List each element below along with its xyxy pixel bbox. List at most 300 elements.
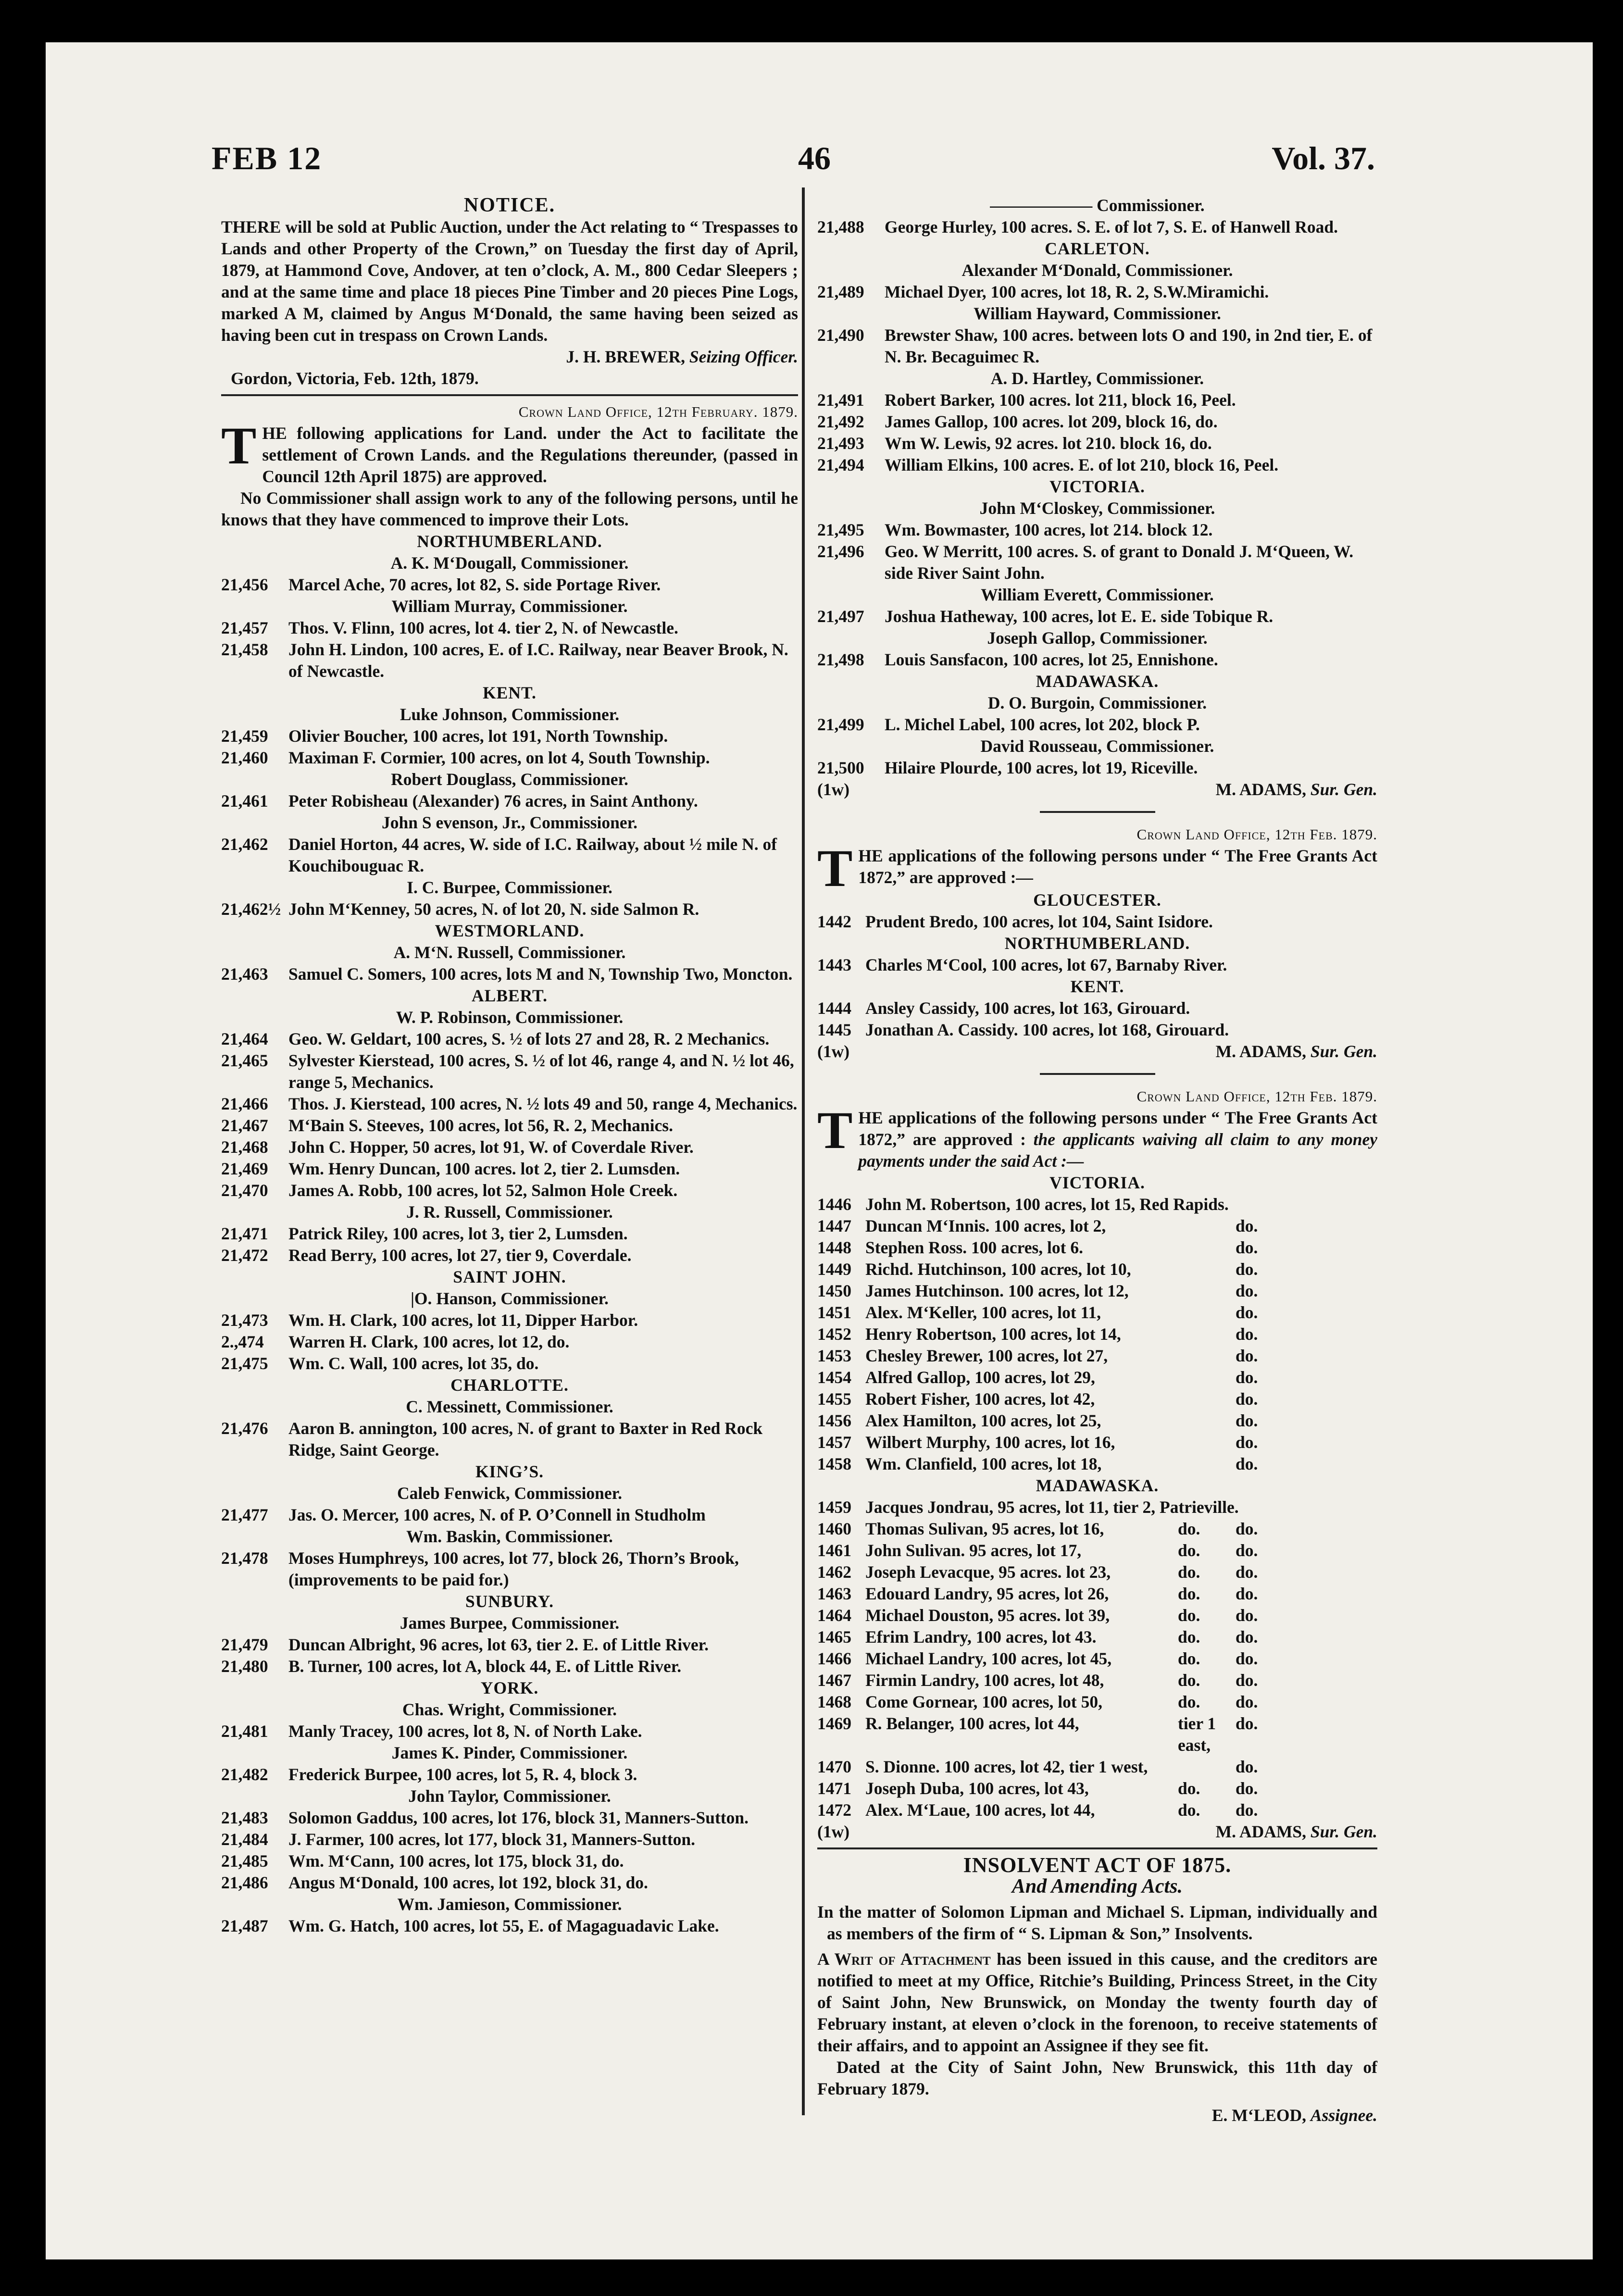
entry-location: do.	[1178, 1649, 1200, 1668]
surveyor-signature	[817, 779, 1377, 800]
entry-text: Duncan Albright, 96 acres, lot 63, tier 2. E. of Little River.	[288, 1635, 709, 1654]
commissioner-line: Joseph Gallop, Commissioner.	[987, 628, 1208, 648]
free-grants-dateline-2: Crown Land Office, 12th Feb. 1879.	[1136, 1088, 1377, 1105]
list-item	[221, 725, 798, 747]
entry-number: 1467	[817, 1671, 851, 1690]
list-item	[221, 1158, 798, 1180]
entry-number: 1461	[817, 1541, 851, 1560]
entry-ditto: do.	[1236, 1281, 1258, 1300]
table-row	[817, 1583, 1377, 1605]
entry-number: 1446	[817, 1195, 851, 1214]
entry-text: Edouard Landry, 95 acres, lot 26,	[865, 1584, 1109, 1603]
entry-number: 1455	[817, 1389, 851, 1409]
entry-location	[1178, 1215, 1236, 1237]
list-item	[221, 1310, 798, 1331]
entry-text: Jonathan A. Cassidy. 100 acres, lot 168, Girouard.	[865, 1020, 1229, 1039]
list-item	[221, 1634, 798, 1656]
entry-text: Jas. O. Mercer, 100 acres, N. of P. O’Connell in Studholm	[288, 1505, 706, 1524]
entry-text: S. Dionne. 100 acres, lot 42, tier 1 west,	[865, 1757, 1148, 1776]
list-item	[221, 1331, 798, 1353]
county-heading: NORTHUMBERLAND.	[1004, 934, 1190, 953]
commissioner-line: James K. Pinder, Commissioner.	[391, 1743, 628, 1762]
entry-number: 21,481	[221, 1722, 268, 1741]
entry-number: 21,489	[817, 282, 864, 301]
entry-text: B. Turner, 100 acres, lot A, block 44, E. of Little River.	[288, 1657, 682, 1676]
entry-number: 1472	[817, 1800, 851, 1820]
entry-location: do.	[1178, 1671, 1200, 1690]
entry-number: 21,468	[221, 1137, 268, 1157]
entry-text: L. Michel Label, 100 acres, lot 202, block P.	[885, 715, 1200, 734]
entry-text: James Gallop, 100 acres. lot 209, block 16, do.	[885, 412, 1218, 431]
entry-text: Wm. H. Clark, 100 acres, lot 11, Dipper Harbor.	[288, 1310, 638, 1330]
entry-location	[1178, 1410, 1236, 1432]
entry-number: 1463	[817, 1584, 851, 1603]
entry-location	[1178, 1432, 1236, 1453]
entry-text: Jacques Jondrau, 95 acres, lot 11, tier 2, Patrieville.	[865, 1497, 1239, 1517]
short-rule	[1040, 811, 1155, 813]
entry-number: 1462	[817, 1562, 851, 1582]
table-row	[817, 1280, 1377, 1302]
list-item	[221, 617, 798, 639]
entry-number: 21,483	[221, 1808, 268, 1827]
free-grants-intro-text-2	[817, 1101, 1377, 1172]
entry-text: Alex. M‘Keller, 100 acres, lot 11,	[865, 1303, 1101, 1322]
entry-text: Stephen Ross. 100 acres, lot 6.	[865, 1238, 1083, 1257]
volume-number: Vol. 37.	[1272, 140, 1375, 176]
entry-text: Michael Dyer, 100 acres, lot 18, R. 2, S.W.Miramichi.	[885, 282, 1269, 301]
entry-number: 1454	[817, 1368, 851, 1387]
entry-location	[1178, 1388, 1236, 1410]
entry-text: J. Farmer, 100 acres, lot 177, block 31, Manners-Sutton.	[288, 1830, 696, 1849]
commissioner-line: D. O. Burgoin, Commissioner.	[987, 693, 1207, 712]
entry-ditto: do.	[1236, 1800, 1258, 1820]
county-heading: VICTORIA.	[1049, 477, 1145, 496]
entry-number: 1444	[817, 998, 851, 1018]
free-grants-dateline-1: Crown Land Office, 12th Feb. 1879.	[1136, 826, 1377, 843]
entry-text: Wm W. Lewis, 92 acres. lot 210. block 16, do.	[885, 434, 1212, 453]
sig-code: (1w)	[817, 1042, 850, 1061]
entry-ditto: do.	[1236, 1519, 1258, 1538]
entry-location: do.	[1178, 1779, 1200, 1798]
list-item	[221, 834, 798, 877]
list-item	[221, 1547, 798, 1591]
entry-location	[1178, 1237, 1236, 1259]
entry-text: James A. Robb, 100 acres, lot 52, Salmon Hole Creek.	[288, 1181, 678, 1200]
entry-text: Wm. C. Wall, 100 acres, lot 35, do.	[288, 1354, 539, 1373]
entry-number: 21,491	[817, 390, 864, 410]
entry-text: William Elkins, 100 acres. E. of lot 210, block 16, Peel.	[885, 455, 1279, 474]
county-heading: GLOUCESTER.	[1033, 890, 1161, 910]
entry-text: Michael Douston, 95 acres. lot 39,	[865, 1606, 1110, 1625]
free-grants-intro-text-1: HE applications of the following persons under “ The Free Grants Act 1872,” are approved :—	[858, 846, 1377, 887]
entry-number: 1449	[817, 1260, 851, 1279]
commissioner-line: Caleb Fenwick, Commissioner.	[397, 1484, 623, 1503]
table-row	[817, 1432, 1377, 1453]
list-item	[817, 649, 1377, 671]
table-row	[817, 1605, 1377, 1626]
entry-text: Come Gornear, 100 acres, lot 50,	[865, 1692, 1102, 1711]
list-item	[221, 1504, 798, 1526]
list-item	[221, 1223, 798, 1245]
list-item	[221, 1093, 798, 1115]
entry-ditto: do.	[1236, 1627, 1258, 1647]
list-item	[221, 1245, 798, 1266]
entry-number: 21,456	[221, 575, 268, 594]
entry-number: 21,490	[817, 325, 864, 345]
list-item	[221, 1353, 798, 1374]
entry-text: Warren H. Clark, 100 acres, lot 12, do.	[288, 1332, 570, 1351]
entry-text: Geo. W Merritt, 100 acres. S. of grant to Donald J. M‘Queen, W. side River Saint John.	[885, 542, 1354, 583]
entry-text: Aaron B. annington, 100 acres, N. of grant to Baxter in Red Rock Ridge, Saint George.	[288, 1419, 763, 1460]
entry-text: John M. Robertson, 100 acres, lot 15, Red Rapids.	[865, 1195, 1229, 1214]
county-heading: YORK.	[480, 1678, 539, 1697]
entry-location: do.	[1178, 1562, 1200, 1582]
land-application-list	[221, 531, 798, 1937]
entry-text: James Hutchinson. 100 acres, lot 12,	[865, 1281, 1129, 1300]
insolvent-subtitle: And Amending Acts.	[1011, 1875, 1183, 1897]
entry-number: 21,463	[221, 964, 268, 984]
entry-ditto: do.	[1236, 1303, 1258, 1322]
entry-ditto: do.	[1236, 1411, 1258, 1430]
entry-location	[1178, 1756, 1236, 1778]
surveyor-signature	[817, 1821, 1377, 1843]
entry-ditto: do.	[1236, 1238, 1258, 1257]
entry-text: Angus M‘Donald, 100 acres, lot 192, block 31, do.	[288, 1873, 648, 1892]
entry-text: Charles M‘Cool, 100 acres, lot 67, Barnaby River.	[865, 955, 1227, 974]
entry-text: John M‘Kenney, 50 acres, N. of lot 20, N. side Salmon R.	[288, 899, 699, 919]
entry-number: 1447	[817, 1216, 851, 1235]
entry-ditto: do.	[1236, 1346, 1258, 1365]
list-item	[817, 911, 1377, 933]
commissioner-line: J. R. Russell, Commissioner.	[406, 1202, 613, 1222]
entry-number: 1460	[817, 1519, 851, 1538]
entry-ditto: do.	[1236, 1433, 1258, 1452]
entry-number: 21,492	[817, 412, 864, 431]
intro-italic: the applicants waiving all claim to any money payments under the said Act :—	[858, 1130, 1377, 1171]
entry-number: 21,465	[221, 1051, 268, 1070]
sig-title: Sur. Gen.	[1310, 1042, 1377, 1061]
commissioner-line: W. P. Robinson, Commissioner.	[396, 1008, 624, 1027]
entry-number: 21,493	[817, 434, 864, 453]
entry-text: Firmin Landry, 100 acres, lot 48,	[865, 1671, 1104, 1690]
entry-number: 1453	[817, 1346, 851, 1365]
list-item	[221, 1028, 798, 1050]
commissioner-line: A. K. M‘Dougall, Commissioner.	[390, 553, 629, 573]
entry-number: 21,480	[221, 1657, 268, 1676]
table-row	[817, 1670, 1377, 1691]
entry-ditto: do.	[1236, 1216, 1258, 1235]
entry-text: Geo. W. Geldart, 100 acres, S. ½ of lots 27 and 28, R. 2 Mechanics.	[288, 1029, 770, 1048]
list-item	[817, 541, 1377, 584]
entry-text: Maximan F. Cormier, 100 acres, on lot 4, South Township.	[288, 748, 710, 767]
entry-text: Henry Robertson, 100 acres, lot 14,	[865, 1324, 1121, 1344]
free-grants-intro-1	[817, 839, 1377, 898]
sig-title: Sur. Gen.	[1310, 780, 1377, 799]
entry-number: 1468	[817, 1692, 851, 1711]
entry-number: 21,486	[221, 1873, 268, 1892]
entry-text: Hilaire Plourde, 100 acres, lot 19, Riceville.	[885, 758, 1198, 777]
entry-ditto: do.	[1236, 1260, 1258, 1279]
entry-number: 21,495	[817, 520, 864, 539]
entry-number: 21,479	[221, 1635, 268, 1654]
entry-number: 21,462	[221, 835, 268, 854]
county-heading: SAINT JOHN.	[453, 1267, 566, 1286]
section-rule	[221, 394, 798, 396]
entry-number: 21,476	[221, 1419, 268, 1438]
entry-number: 21,484	[221, 1830, 268, 1849]
entry-text: Sylvester Kierstead, 100 acres, S. ½ of lot 46, range 4, and N. ½ lot 46, range 5, Mechanics.	[288, 1051, 794, 1092]
entry-text: Prudent Bredo, 100 acres, lot 104, Saint Isidore.	[865, 912, 1213, 931]
entry-location	[1178, 1259, 1236, 1280]
list-item	[817, 519, 1377, 541]
entry-location	[1178, 1302, 1236, 1323]
entry-number: 1443	[817, 955, 851, 974]
entry-number: 1452	[817, 1324, 851, 1344]
entry-number: 21,459	[221, 726, 268, 746]
table-row	[817, 1691, 1377, 1713]
entry-text: Marcel Ache, 70 acres, lot 82, S. side Portage River.	[288, 575, 661, 594]
entry-number: 1470	[817, 1757, 851, 1776]
entry-number: 21,494	[817, 455, 864, 474]
county-heading: ALBERT.	[472, 986, 548, 1005]
list-item	[221, 1807, 798, 1829]
entry-ditto: do.	[1236, 1757, 1258, 1776]
entry-number: 21,460	[221, 748, 268, 767]
list-item	[221, 639, 798, 682]
notice-signature	[221, 346, 798, 368]
list-item	[221, 790, 798, 812]
entry-number: 21,457	[221, 618, 268, 637]
county-heading: VICTORIA.	[1049, 1173, 1145, 1192]
list-item	[221, 1418, 798, 1461]
entry-ditto: do.	[1236, 1368, 1258, 1387]
county-heading: SUNBURY.	[465, 1592, 554, 1611]
commissioner-line: William Hayward, Commissioner.	[974, 304, 1221, 323]
entry-location	[1178, 1280, 1236, 1302]
entry-text: Daniel Horton, 44 acres, W. side of I.C. Railway, about ½ mile N. of Kouchibouguac R.	[288, 835, 777, 875]
entry-number: 21,462½	[221, 899, 281, 919]
county-heading: MADAWASKA.	[1036, 672, 1159, 691]
entry-number: 21,478	[221, 1548, 268, 1568]
list-item	[817, 411, 1377, 433]
left-column	[221, 195, 798, 1937]
list-item	[817, 389, 1377, 411]
entry-number: 21,464	[221, 1029, 268, 1048]
table-row	[817, 1345, 1377, 1367]
entry-text: Joseph Levacque, 95 acres. lot 23,	[865, 1562, 1111, 1582]
entry-location: do.	[1178, 1800, 1200, 1820]
commissioner-line: Luke Johnson, Commissioner.	[400, 705, 620, 724]
intro-text-2: No Commissioner shall assign work to any of the following persons, until he knows that they have commenced to improve their Lots.	[221, 488, 798, 529]
entry-text: Richd. Hutchinson, 100 acres, lot 10,	[865, 1260, 1131, 1279]
table-row	[817, 1323, 1377, 1345]
entry-text: John Sulivan. 95 acres, lot 17,	[865, 1541, 1082, 1560]
entry-text: Wilbert Murphy, 100 acres, lot 16,	[865, 1433, 1115, 1452]
entry-text: Solomon Gaddus, 100 acres, lot 176, block 31, Manners-Sutton.	[288, 1808, 749, 1827]
notice-title: NOTICE.	[463, 194, 556, 216]
list-item	[221, 1050, 798, 1093]
entry-number: 21,488	[817, 217, 864, 237]
commissioner-line: Wm. Jamieson, Commissioner.	[397, 1895, 622, 1914]
entry-number: 21,458	[221, 640, 268, 659]
commissioner-line: John S evenson, Jr., Commissioner.	[382, 813, 637, 832]
list-item	[221, 1136, 798, 1158]
table-row	[817, 1561, 1377, 1583]
drop-cap: T	[817, 839, 853, 898]
entry-text: Michael Landry, 100 acres, lot 45,	[865, 1649, 1112, 1668]
commissioner-line: William Murray, Commissioner.	[391, 597, 628, 616]
surveyor-signature	[817, 1041, 1377, 1062]
entry-text: Thomas Sulivan, 95 acres, lot 16,	[865, 1519, 1104, 1538]
entry-text: Patrick Riley, 100 acres, lot 3, tier 2, Lumsden.	[288, 1224, 628, 1243]
commissioner-line: James Burpee, Commissioner.	[400, 1613, 620, 1633]
assignee-title: Assignee.	[1310, 2106, 1377, 2125]
entry-number: 1451	[817, 1303, 851, 1322]
entry-text: John C. Hopper, 50 acres, lot 91, W. of Coverdale River.	[288, 1137, 694, 1157]
list-item	[221, 574, 798, 596]
entry-ditto: do.	[1236, 1671, 1258, 1690]
victoria-table	[817, 1215, 1377, 1475]
entry-number: 21,487	[221, 1916, 268, 1935]
list-item	[817, 433, 1377, 454]
entry-location	[1178, 1323, 1236, 1345]
short-rule	[1040, 1073, 1155, 1075]
entry-number: 1457	[817, 1433, 851, 1452]
free-grants-list-1	[817, 889, 1377, 1041]
list-item	[221, 747, 798, 769]
table-row	[817, 1713, 1377, 1756]
entry-text: George Hurley, 100 acres. S. E. of lot 7, S. E. of Hanwell Road.	[885, 217, 1338, 237]
sig-code: (1w)	[817, 1822, 850, 1841]
entry-ditto: do.	[1236, 1389, 1258, 1409]
entry-text: Brewster Shaw, 100 acres. between lots O and 190, in 2nd tier, E. of N. Br. Becaguimec R.	[885, 325, 1373, 366]
table-row	[817, 1648, 1377, 1670]
entry-text: Joshua Hatheway, 100 acres, lot E. E. side Tobique R.	[885, 607, 1273, 626]
entry-ditto: do.	[1236, 1541, 1258, 1560]
list-item	[817, 454, 1377, 476]
county-heading: KENT.	[1070, 977, 1124, 996]
entry-location	[1178, 1345, 1236, 1367]
crown-land-intro	[221, 416, 798, 531]
entry-text: Robert Barker, 100 acres. lot 211, block 16, Peel.	[885, 390, 1236, 410]
entry-number: 1469	[817, 1714, 851, 1733]
county-heading: NORTHUMBERLAND.	[417, 532, 602, 551]
list-item	[817, 714, 1377, 736]
page-header	[212, 139, 1375, 183]
assignee-name: E. M‘LEOD,	[1211, 2106, 1307, 2125]
entry-number: 21,499	[817, 715, 864, 734]
list-item	[221, 1850, 798, 1872]
land-application-list-continued	[817, 195, 1377, 779]
commissioner-line: Alexander M‘Donald, Commissioner.	[961, 261, 1233, 280]
insolvent-body	[817, 1948, 1377, 2057]
madawaska-table	[817, 1518, 1377, 1821]
entry-text: Moses Humphreys, 100 acres, lot 77, block 26, Thorn’s Brook, (improvements to be paid for.)	[288, 1548, 739, 1589]
writ-lead: A Writ of Attachment	[817, 1949, 991, 1969]
entry-text: Alfred Gallop, 100 acres, lot 29,	[865, 1368, 1095, 1387]
entry-number: 21,498	[817, 650, 864, 669]
entry-number: 21,473	[221, 1310, 268, 1330]
entry-text: Olivier Boucher, 100 acres, lot 191, North Township.	[288, 726, 668, 746]
list-item	[221, 1915, 798, 1937]
right-column	[817, 195, 1377, 2126]
entry-location: do.	[1178, 1541, 1200, 1560]
entry-text: Peter Robisheau (Alexander) 76 acres, in Saint Anthony.	[288, 791, 698, 811]
entry-location: do.	[1178, 1519, 1200, 1538]
entry-number: 1448	[817, 1238, 851, 1257]
list-item	[221, 963, 798, 985]
entry-text: Louis Sansfacon, 100 acres, lot 25, Ennishone.	[885, 650, 1218, 669]
commissioner-line: |O. Hanson, Commissioner.	[411, 1289, 609, 1308]
notice-body: THERE will be sold at Public Auction, under the Act relating to “ Trespasses to Lands and other Property of the Crown,” on Tuesday the first day of April, 1879, at Hammond Cove, Andover, at ten o’clock, A. M., 800 Cedar Sleepers ; and at the same time and place 18 pieces Pine Timber and 20 pieces Pine Logs, marked A M, claimed by Angus M‘Donald, the same having been seized as having been cut in trespass on Crown Lands.	[221, 217, 798, 345]
commissioner-line: I. C. Burpee, Commissioner.	[407, 878, 612, 897]
notice-place-date: Gordon, Victoria, Feb. 12th, 1879.	[231, 369, 479, 388]
entry-location: do.	[1178, 1584, 1200, 1603]
entry-number: 21,469	[221, 1159, 268, 1178]
entry-number: 21,461	[221, 791, 268, 811]
table-row	[817, 1799, 1377, 1821]
entry-ditto: do.	[1236, 1649, 1258, 1668]
commissioner-line: John M‘Closkey, Commissioner.	[979, 499, 1215, 518]
column-divider	[802, 187, 805, 2115]
list-item	[221, 1721, 798, 1742]
commissioner-line: —————— Commissioner.	[990, 196, 1205, 215]
list-item	[817, 216, 1377, 238]
entry-number: 1445	[817, 1020, 851, 1039]
entry-number: 21,475	[221, 1354, 268, 1373]
drop-cap: T	[221, 416, 257, 475]
entry-number: 1464	[817, 1606, 851, 1625]
entry-number: 1450	[817, 1281, 851, 1300]
table-row	[817, 1626, 1377, 1648]
entry-number: 21,496	[817, 542, 864, 561]
entry-text: Samuel C. Somers, 100 acres, lots M and N, Township Two, Moncton.	[288, 964, 793, 984]
commissioner-line: Robert Douglass, Commissioner.	[391, 770, 628, 789]
entry-number: 1456	[817, 1411, 851, 1430]
writ-body: has been issued in this cause, and the creditors are notified to meet at my Office, Ritchie’s Building, Princess Street, in the City of Saint John, New Brunswick, on Monday the twenty fourth day of February instant, at eleven o’clock in the forenoon, to receive statements of their affairs, and to appoint an Assignee if they see fit.	[817, 1949, 1377, 2055]
entry-number: 21,471	[221, 1224, 268, 1243]
county-heading: MADAWASKA.	[1036, 1476, 1159, 1495]
entry-number: 21,485	[221, 1851, 268, 1871]
table-row	[817, 1367, 1377, 1388]
table-row	[817, 1518, 1377, 1540]
entry-ditto: do.	[1236, 1692, 1258, 1711]
section-rule	[817, 1847, 1377, 1849]
entry-text: Wm. Bowmaster, 100 acres, lot 214. block 12.	[885, 520, 1213, 539]
county-heading: KENT.	[483, 683, 537, 702]
entry-number: 1458	[817, 1454, 851, 1473]
entry-number: 21,477	[221, 1505, 268, 1524]
county-heading: CARLETON.	[1045, 239, 1150, 258]
entry-location: do.	[1178, 1692, 1200, 1711]
table-row	[817, 1302, 1377, 1323]
list-item	[817, 606, 1377, 627]
list-item	[817, 1194, 1377, 1215]
sig-name: M. ADAMS,	[1215, 780, 1307, 799]
entry-number: 21,500	[817, 758, 864, 777]
entry-text: Manly Tracey, 100 acres, lot 8, N. of North Lake.	[288, 1722, 642, 1741]
table-row	[817, 1237, 1377, 1259]
entry-text: Chesley Brewer, 100 acres, lot 27,	[865, 1346, 1108, 1365]
list-item	[817, 998, 1377, 1019]
list-item	[221, 1115, 798, 1136]
entry-text: Duncan M‘Innis. 100 acres, lot 2,	[865, 1216, 1106, 1235]
table-row	[817, 1778, 1377, 1799]
commissioner-line: David Rousseau, Commissioner.	[980, 736, 1214, 756]
list-item	[817, 281, 1377, 303]
page-number: 46	[798, 140, 831, 176]
entry-text: Wm. Clanfield, 100 acres, lot 18,	[865, 1454, 1102, 1473]
